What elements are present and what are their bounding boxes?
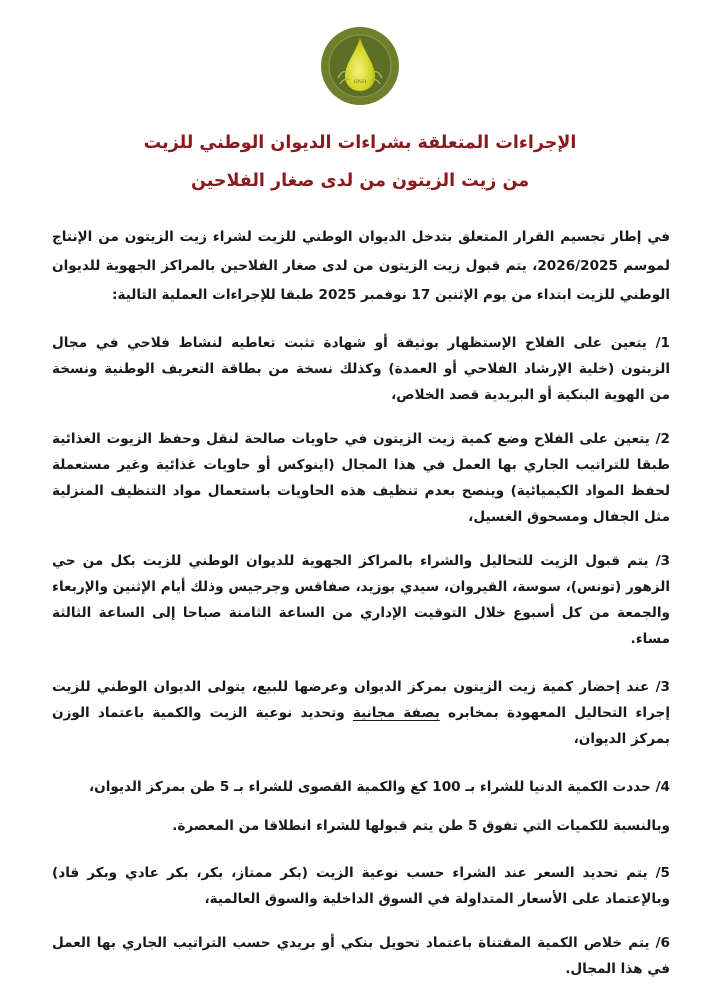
item-text: يتعين على الفلاح الإستظهار بوثيقة أو شهادة تثبت تعاطيه لنشاط فلاحي في مجال الزيتون (خلية الإرشاد الفلاحي أو العمدة) وكذلك نسخة من بطاقة التعريف الوطنية ونسخة من الهوية البنكية أو البريدية قصد الخلاص،	[52, 335, 670, 403]
item-number: 4/	[655, 779, 670, 795]
olive-oil-drop-icon	[320, 26, 400, 106]
item-text: حددت الكمية الدنيا للشراء بـ 100 كغ والكمية القصوى للشراء بـ 5 طن بمركز الديوان،	[88, 779, 651, 795]
item-text: يتعين على الفلاح وضع كمية زيت الزيتون في حاويات صالحة لنقل وحفظ الزيوت الغذائية طبقا للتراتيب الجاري بها العمل في هذا المجال (اينوكس أو حاويات غذائية وغير مستعملة لحفظ المواد الكيميائية) وينصح بعدم تنظيف هذه الحاويات باستعمال مواد التنظيف المنزلية مثل الجفال ومسحوق الغسيل،	[52, 431, 670, 525]
item-text-continued: وتحديد نوعية الزيت والكمية باعتماد الوزن بمركز الديوان،	[52, 705, 670, 747]
document-title: الإجراءات المتعلقة بشراءات الديوان الوطني للزيت	[143, 133, 577, 153]
intro-paragraph: في إطار تجسيم القرار المتعلق بتدخل الديوان الوطني للزيت لشراء زيت الزيتون من الإنتاج لموسم 2026/2025، يتم قبول زيت الزيتون من لدى صغار الفلاحين بالمراكز الجهوية للديوان الوطني للزيت ابتداء من يوم الإثنين 17 نوفمبر 2025 طبقا للإجراءات العملية التالية:	[52, 229, 670, 303]
item-number: 2/	[655, 431, 670, 447]
procedure-item-1	[52, 330, 670, 408]
item-number: 1/	[655, 335, 671, 351]
free-of-charge-emphasis: بصفة مجانية	[352, 705, 440, 721]
procedure-item-3b	[52, 674, 670, 752]
item-text: يتم تحديد السعر عند الشراء حسب نوعية الزيت (بكر ممتاز، بكر، بكر عادي وبكر قاد) وبالإعتماد على الأسعار المتداولة في السوق الداخلية والسوق العالمية،	[52, 865, 670, 907]
item-number: 6/	[655, 935, 671, 951]
item-number: 5/	[655, 865, 670, 881]
document-subtitle: من زيت الزيتون من لدى صغار الفلاحين	[190, 171, 530, 191]
item-number: 3/	[655, 553, 670, 569]
logo-label: ONH	[353, 79, 367, 85]
procedure-item-5	[52, 860, 670, 912]
procedure-item-3	[52, 548, 670, 652]
item-number: 3/	[655, 679, 671, 695]
document-header	[0, 132, 720, 192]
procedure-item-4	[52, 774, 670, 800]
item-text: عند إحضار كمية زيت الزيتون بمركز الديوان وعرضها للبيع، يتولى الديوان الوطني للزيت إجراء التحاليل المعهودة بمخابره	[52, 679, 670, 721]
document-body	[52, 223, 670, 1000]
procedure-item-2	[52, 426, 670, 530]
procedure-item-4-continued: وبالنسبة للكميات التي تفوق 5 طن يتم قبولها للشراء انطلاقا من المعصرة.	[172, 818, 670, 834]
procedure-item-6	[52, 930, 670, 982]
organization-logo	[320, 26, 400, 106]
item-text: يتم قبول الزيت للتحاليل والشراء بالمراكز الجهوية للديوان الوطني للزيت بكل من حي الزهور (تونس)، سوسة، القيروان، سيدي بوزيد، صفاقس وجرجيس وذلك أيام الإثنين والإربعاء والجمعة من كل أسبوع خلال التوقيت الإداري من الساعة الثامنة صباحا إلى الساعة الثالثة مساء.	[52, 553, 670, 647]
item-text: يتم خلاص الكمية المقتناة باعتماد تحويل بنكي أو بريدي حسب التراتيب الجاري بها العمل في هذا المجال.	[52, 935, 670, 977]
